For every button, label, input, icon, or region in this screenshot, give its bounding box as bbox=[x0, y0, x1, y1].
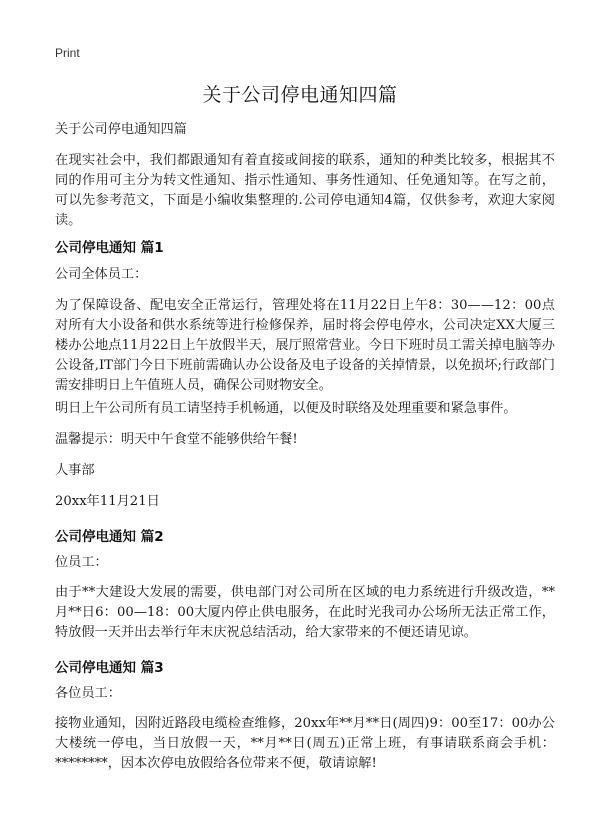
section-1-signature: 人事部 bbox=[55, 463, 95, 478]
intro-paragraph: 在现实社会中，我们都跟通知有着直接或间接的联系，通知的种类比较多，根据其不同的作用可主分为转文性通知、指示性通知、事务性通知、任免通知等。在写之前，可以先参考范文，下面是小编收集整理的.公司停电通知4篇，仅供参考，欢迎大家阅读。 bbox=[55, 153, 555, 228]
section-1-date: 20xx年11月21日 bbox=[55, 494, 160, 509]
document-title: 关于公司停电通知四篇 bbox=[202, 84, 398, 106]
section-2-salutation: 位员工： bbox=[55, 555, 108, 570]
section-heading-1: 公司停电通知 篇1 bbox=[55, 240, 164, 256]
section-heading-2: 公司停电通知 篇2 bbox=[55, 529, 164, 545]
section-3-salutation: 各位员工： bbox=[55, 686, 121, 701]
section-3-body: 接物业通知，因附近路段电缆检查维修，20xx年**月**日(周四)9：00至17：00办公大楼统一停电，当日放假一天，**月**日(周五)正常上班，有事请联系商会手机：********，因本次停电放假给各位带来不便，敬请谅解! bbox=[55, 716, 555, 771]
section-1-salutation: 公司全体员工： bbox=[55, 267, 148, 282]
section-1-note-phone: 明日上午公司所有员工请坚持手机畅通，以便及时联络及处理重要和紧急事件。 bbox=[55, 401, 517, 416]
section-2-body: 由于**大建设大发展的需要，供电部门对公司所在区域的电力系统进行升级改造，**月**日6：00—18：00大厦内停止供电服务，在此时光我司办公场所无法正常工作，特放假一天并出去举行年末庆祝总结活动，给大家带来的不便还请见谅。 bbox=[55, 585, 555, 640]
section-heading-3: 公司停电通知 篇3 bbox=[55, 660, 164, 676]
print-label: Print bbox=[55, 46, 80, 60]
section-1-note-lunch: 温馨提示：明天中午食堂不能够供给午餐! bbox=[55, 432, 298, 447]
document-subtitle: 关于公司停电通知四篇 bbox=[55, 122, 187, 137]
section-1-body: 为了保障设备、配电安全正常运行，管理处将在11月22日上午8：30——12：00点对所有大小设备和供水系统等进行检修保养，届时将会停电停水，公司决定XX大厦三楼办公地点11月22日上午放假半天，展厅照常营业。今日下班时员工需关掉电脑等办公设备,IT部门今日下班前需确认办公设备及电子设备的关掉情景，以免损坏;行政部门需安排明日上午值班人员，确保公司财物安全。 bbox=[55, 298, 555, 393]
